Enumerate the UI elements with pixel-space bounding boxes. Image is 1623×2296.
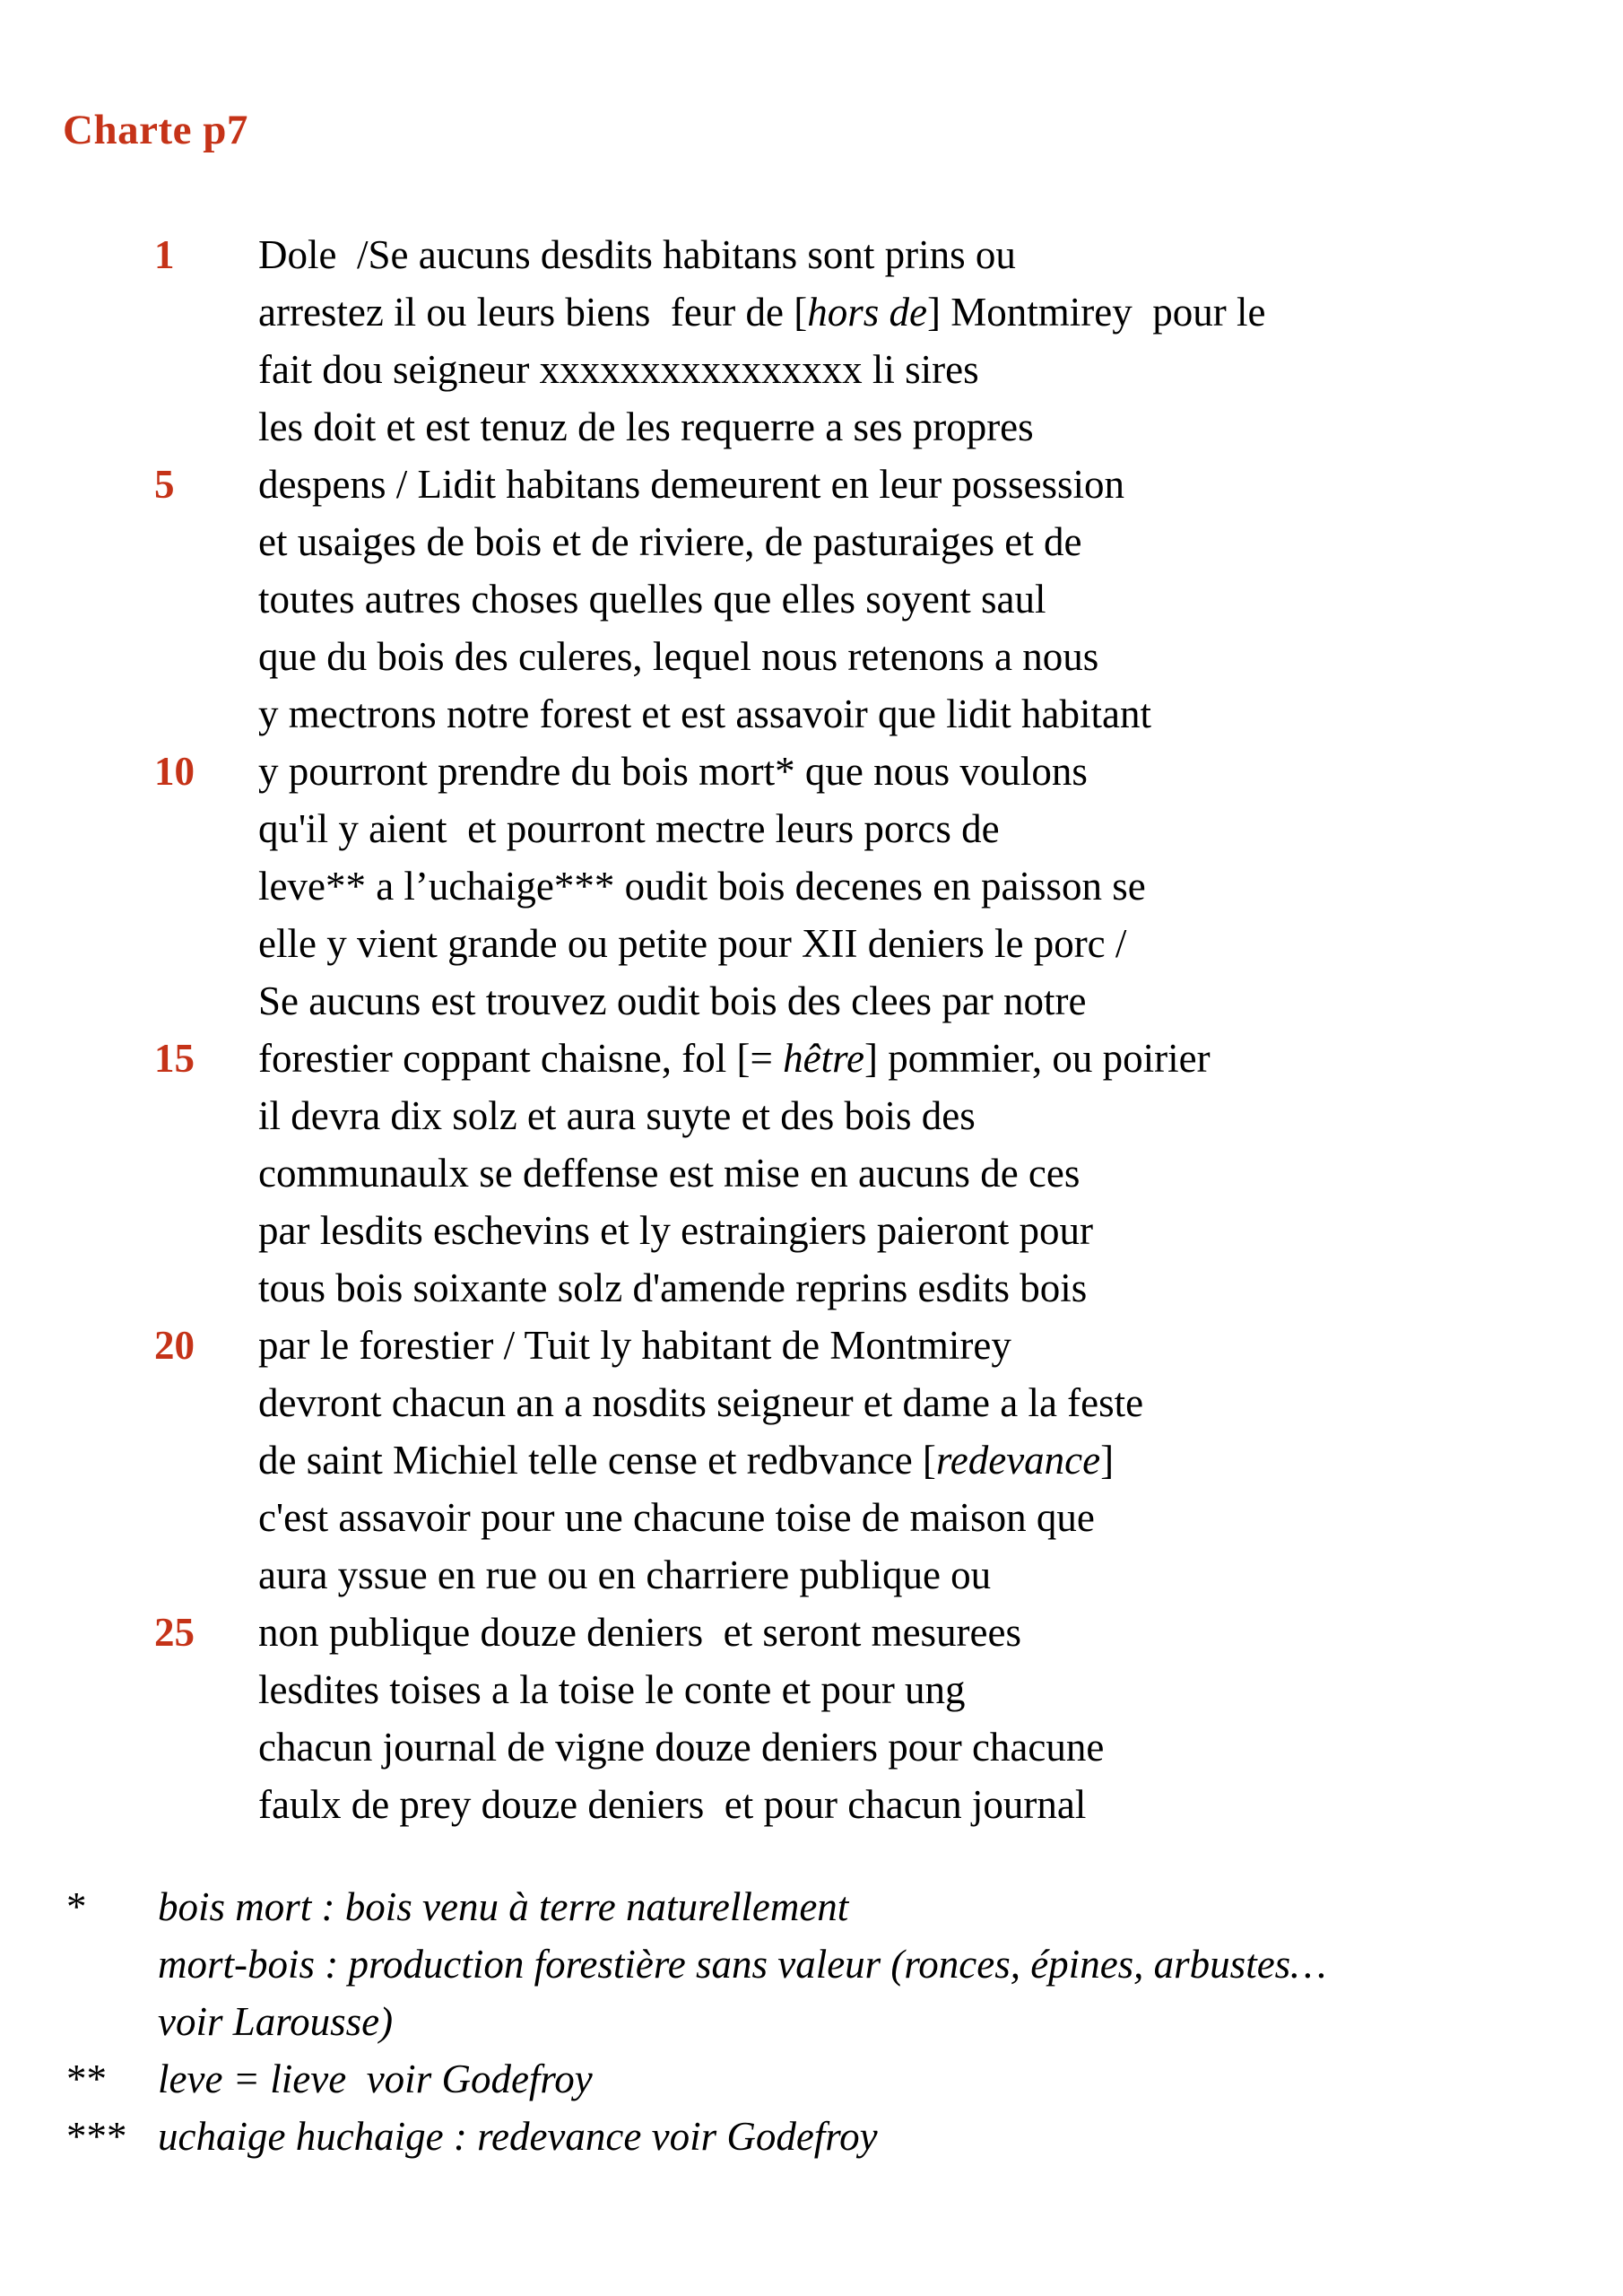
transcribed-text: y pourront prendre du bois mort* que nous voulons [258, 749, 1088, 794]
transcribed-text: aura yssue en rue ou en charriere publique ou [258, 1552, 992, 1597]
text-line [0, 1374, 1623, 1431]
text-line [0, 1087, 1623, 1144]
footnote-line [0, 1935, 1623, 1993]
line-text [258, 398, 1034, 456]
line-text [258, 628, 1098, 685]
text-line [0, 1317, 1623, 1374]
footnote-marker: ** [66, 2057, 107, 2101]
text-line [0, 1202, 1623, 1259]
line-text [258, 1661, 966, 1718]
text-line [0, 857, 1623, 915]
text-line [0, 1546, 1623, 1604]
transcribed-text: forestier coppant chaisne, fol [= [258, 1036, 784, 1081]
transcribed-text: tous bois soixante solz d'amende reprins esdits bois [258, 1265, 1088, 1310]
text-line [0, 1776, 1623, 1833]
text-line [0, 1661, 1623, 1718]
line-number: 25 [154, 1610, 195, 1655]
transcribed-text: leve** a l’uchaige*** oudit bois decenes en paisson se [258, 864, 1146, 909]
line-text [258, 570, 1046, 628]
line-text [258, 1317, 1011, 1374]
transcribed-text: ] pommier, ou poirier [864, 1036, 1211, 1081]
transcribed-text: fait dou seigneur xxxxxxxxxxxxxxxx li sires [258, 347, 979, 392]
line-text [258, 226, 1016, 283]
editorial-gloss: hors de [807, 290, 927, 335]
transcribed-text: par le forestier / Tuit ly habitant de Montmirey [258, 1323, 1011, 1368]
transcribed-text: y mectrons notre forest et est assavoir que lidit habitant [258, 691, 1151, 736]
line-text [258, 972, 1087, 1030]
line-text [258, 1144, 1080, 1202]
text-line [0, 341, 1623, 398]
text-line [0, 570, 1623, 628]
line-number: 1 [154, 232, 175, 277]
footnote-text: leve = lieve voir Godefroy [158, 2057, 593, 2101]
text-line [0, 743, 1623, 800]
line-text [258, 513, 1081, 570]
transcribed-text: et usaiges de bois et de riviere, de pasturaiges et de [258, 519, 1082, 564]
transcribed-text: c'est assavoir pour une chacune toise de maison que [258, 1495, 1095, 1540]
line-text [258, 1087, 976, 1144]
text-line [0, 283, 1623, 341]
footnote-marker: * [66, 1884, 87, 1929]
footnote-text: bois mort : bois venu à terre naturellement [158, 1884, 849, 1929]
charter-text-block [0, 226, 1623, 1833]
line-text [258, 915, 1126, 972]
transcribed-text: ] Montmirey pour le [927, 290, 1266, 335]
footnote-line [0, 2050, 1623, 2108]
line-number: 20 [154, 1323, 195, 1368]
text-line [0, 513, 1623, 570]
line-text [258, 743, 1088, 800]
transcribed-text: arrestez il ou leurs biens feur de [ [258, 290, 808, 335]
text-line [0, 1489, 1623, 1546]
transcribed-text: communaulx se deffense est mise en aucuns de ces [258, 1151, 1081, 1196]
transcribed-text: elle y vient grande ou petite pour XII deniers le porc / [258, 921, 1127, 966]
footnote-line [0, 2108, 1623, 2165]
line-text [258, 341, 979, 398]
text-line [0, 456, 1623, 513]
transcribed-text: devront chacun an a nosdits seigneur et dame a la feste [258, 1380, 1144, 1425]
transcribed-text: que du bois des culeres, lequel nous retenons a nous [258, 634, 1099, 679]
footnote-text: uchaige huchaige : redevance voir Godefroy [158, 2114, 878, 2159]
transcribed-text: qu'il y aient et pourront mectre leurs porcs de [258, 806, 1000, 851]
line-text [258, 456, 1124, 513]
footnote-block [0, 1878, 1623, 2165]
transcribed-text: ] [1100, 1438, 1115, 1483]
editorial-gloss: redevance [935, 1438, 1101, 1483]
text-line [0, 1030, 1623, 1087]
line-text [258, 857, 1146, 915]
line-text [258, 283, 1265, 341]
line-number: 15 [154, 1036, 195, 1081]
text-line [0, 800, 1623, 857]
transcribed-text: il devra dix solz et aura suyte et des bois des [258, 1093, 976, 1138]
transcribed-text: non publique douze deniers et seront mesurees [258, 1610, 1022, 1655]
line-text [258, 1776, 1086, 1833]
transcribed-text: Dole /Se aucuns desdits habitans sont prins ou [258, 232, 1016, 277]
transcribed-text: les doit et est tenuz de les requerre a ses propres [258, 404, 1034, 449]
line-text [258, 1202, 1093, 1259]
transcribed-text: Se aucuns est trouvez oudit bois des clees par notre [258, 978, 1087, 1023]
transcribed-text: chacun journal de vigne douze deniers pour chacune [258, 1725, 1105, 1770]
line-text [258, 1030, 1211, 1087]
text-line [0, 1431, 1623, 1489]
text-line [0, 972, 1623, 1030]
footnote-marker: *** [66, 2114, 127, 2159]
footnote-line [0, 1878, 1623, 1935]
transcribed-text: despens / Lidit habitans demeurent en leur possession [258, 462, 1125, 507]
line-number: 10 [154, 749, 195, 794]
footnote-text: mort-bois : production forestière sans valeur (ronces, épines, arbustes… [158, 1942, 1327, 1987]
transcribed-text: lesdites toises a la toise le conte et pour ung [258, 1667, 966, 1712]
text-line [0, 226, 1623, 283]
text-line [0, 1718, 1623, 1776]
page-title: Charte p7 [63, 107, 248, 153]
transcribed-text: de saint Michiel telle cense et redbvance [ [258, 1438, 936, 1483]
transcribed-text: faulx de prey douze deniers et pour chacun journal [258, 1782, 1087, 1827]
line-text [258, 800, 1000, 857]
footnote-text: voir Larousse) [158, 1999, 394, 2044]
line-text [258, 685, 1151, 743]
line-text [258, 1431, 1114, 1489]
line-text [258, 1259, 1087, 1317]
text-line [0, 1604, 1623, 1661]
line-text [258, 1489, 1095, 1546]
text-line [0, 685, 1623, 743]
line-number: 5 [154, 462, 175, 507]
transcribed-text: par lesdits eschevins et ly estraingiers paieront pour [258, 1208, 1093, 1253]
line-text [258, 1718, 1104, 1776]
text-line [0, 1144, 1623, 1202]
text-line [0, 628, 1623, 685]
transcribed-text: toutes autres choses quelles que elles soyent saul [258, 577, 1046, 622]
footnote-line [0, 1993, 1623, 2050]
text-line [0, 1259, 1623, 1317]
text-line [0, 398, 1623, 456]
line-text [258, 1604, 1021, 1661]
editorial-gloss: hêtre [783, 1036, 864, 1081]
line-text [258, 1546, 991, 1604]
text-line [0, 915, 1623, 972]
line-text [258, 1374, 1143, 1431]
